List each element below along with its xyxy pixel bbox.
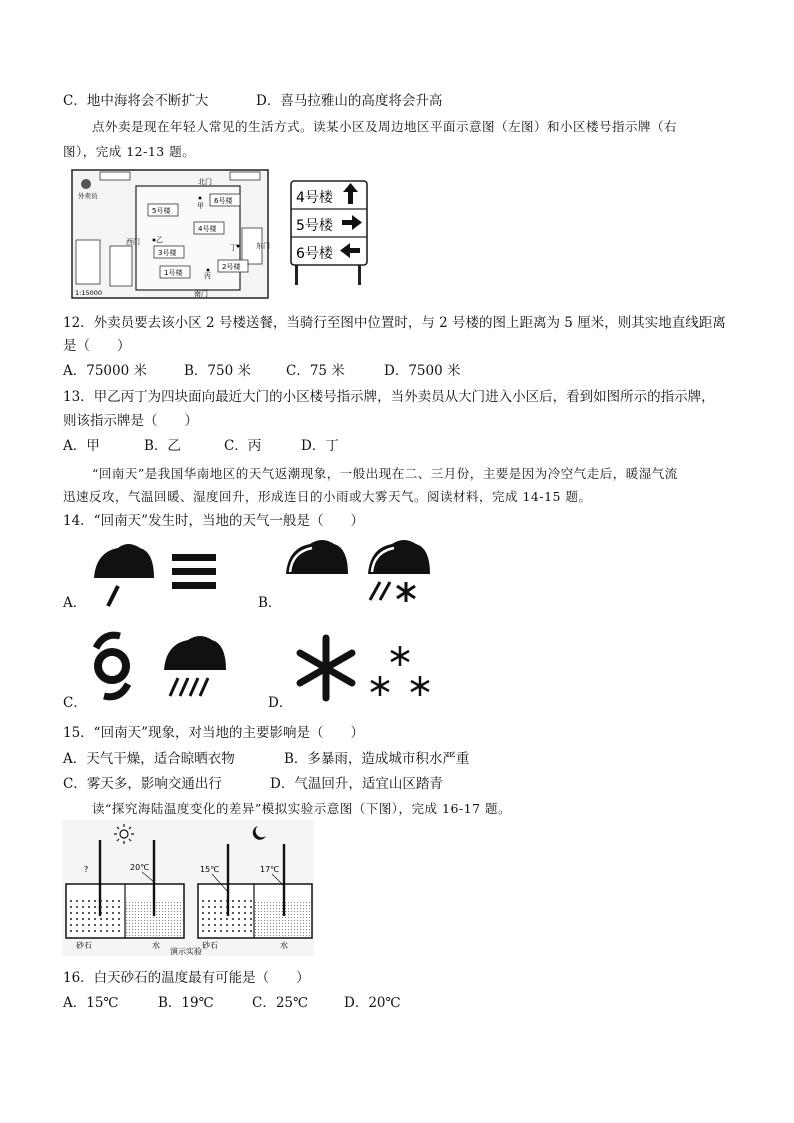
building-1-label: 1号楼 xyxy=(164,269,183,277)
q13-stem-line2: 则该指示牌是（ ） xyxy=(63,413,198,429)
marker-ding: 丁 xyxy=(230,244,237,252)
marker-bing: 丙 xyxy=(204,272,211,280)
sign-row-1-label: 4号楼 xyxy=(296,190,333,206)
q12-stem-line2: 是（ ） xyxy=(63,338,131,354)
sun-icon xyxy=(114,824,134,844)
q11-option-c: C．地中海将会不断扩大 xyxy=(63,93,209,109)
q16-option-a: A．15℃ xyxy=(63,995,119,1011)
q14-option-d-label: D． xyxy=(268,695,293,711)
land-sea-experiment-figure xyxy=(62,820,314,956)
building-2-label: 2号楼 xyxy=(222,263,241,271)
passage-12-13-line1: 点外卖是现在年轻人常见的生活方式。读某小区及周边地区平面示意图（左图）和小区楼号指示牌（右 xyxy=(92,119,678,134)
q12-option-a: A．75000 米 xyxy=(63,363,147,379)
weather-typhoon-rain-icon xyxy=(90,626,240,706)
day-water-temp: 20℃ xyxy=(130,863,150,872)
q16-option-d: D．20℃ xyxy=(344,995,401,1011)
community-map-figure xyxy=(70,168,270,300)
west-gate-label: 西门 xyxy=(126,238,140,246)
sign-row-2-label: 5号楼 xyxy=(296,218,333,234)
weather-cloud-sleet-icon xyxy=(282,536,438,608)
q12-option-c: C．75 米 xyxy=(286,363,345,379)
typhoon-symbol xyxy=(96,635,128,697)
map-scale: 1:15000 xyxy=(75,289,103,297)
day-sand-temp-unknown: ? xyxy=(84,865,89,874)
q11-option-d: D．喜马拉雅山的高度将会升高 xyxy=(256,93,443,109)
q15-option-c: C．雾天多，影响交通出行 xyxy=(63,776,222,792)
q13-option-c: C．丙 xyxy=(224,438,262,454)
building-4-label: 4号楼 xyxy=(198,225,217,233)
night-water-label: 水 xyxy=(280,941,288,950)
marker-yi: 乙 xyxy=(156,236,163,244)
courier-icon xyxy=(81,179,91,189)
signpost-leg-left xyxy=(295,265,298,285)
q13-option-b: B．乙 xyxy=(144,438,181,454)
q13-option-a: A．甲 xyxy=(63,438,100,454)
q13-stem-line1: 13．甲乙丙丁为四块面向最近大门的小区楼号指示牌，当外卖员从大门进入小区后，看到如图所示的指示牌， xyxy=(63,389,715,405)
courier-label: 外卖员 xyxy=(78,192,98,200)
q14-stem: 14．“回南天”发生时，当地的天气一般是（ ） xyxy=(63,513,364,529)
q14-option-c-label: C． xyxy=(63,695,87,711)
q15-option-a: A．天气干燥，适合晾晒衣物 xyxy=(63,751,235,767)
q15-option-d: D．气温回升，适宜山区踏青 xyxy=(270,776,443,792)
passage-14-15-line2: 迅速反攻，气温回暖、湿度回升，形成连日的小雨或大雾天气。阅读材料，完成 14-15 题。 xyxy=(63,489,592,504)
night-sand-temp: 15℃ xyxy=(200,865,220,874)
building-6-label: 6号楼 xyxy=(214,197,233,205)
q14-option-b-label: B． xyxy=(258,595,282,611)
passage-14-15-line1: “回南天”是我国华南地区的天气返潮现象，一般出现在二、三月份，主要是因为冷空气走后，暖湿气流 xyxy=(92,466,678,481)
sign-row-3-label: 6号楼 xyxy=(296,246,333,262)
south-gate-label: 南门 xyxy=(194,290,208,298)
east-gate-label: 东门 xyxy=(256,242,270,250)
passage-16-17-line1: 读“探究海陆温度变化的差异”模拟实验示意图（下图），完成 16-17 题。 xyxy=(92,801,512,816)
q16-option-c: C．25℃ xyxy=(252,995,309,1011)
day-water-label: 水 xyxy=(152,941,160,950)
weather-light-rain-fog-icon xyxy=(92,538,222,610)
building-signpost-figure xyxy=(288,178,370,288)
marker-jia: 甲 xyxy=(197,202,204,210)
passage-12-13-line2: 图），完成 12-13 题。 xyxy=(63,144,196,159)
q15-option-b: B．多暴雨，造成城市积水严重 xyxy=(284,751,470,767)
weather-snow-icon xyxy=(288,626,438,706)
night-water-temp: 17℃ xyxy=(260,865,280,874)
north-gate-label: 北门 xyxy=(198,178,212,186)
day-sand-label: 砂石 xyxy=(76,941,92,950)
q12-option-d: D．7500 米 xyxy=(384,363,461,379)
q15-stem: 15．“回南天”现象，对当地的主要影响是（ ） xyxy=(63,725,364,741)
building-3-label: 3号楼 xyxy=(158,249,177,257)
q12-stem-line1: 12．外卖员要去该小区 2 号楼送餐，当骑行至图中位置时，与 2 号楼的图上距离为 5 厘米，则其实地直线距离 xyxy=(63,315,726,331)
q14-option-a-label: A． xyxy=(63,595,87,611)
building-5-label: 5号楼 xyxy=(152,207,171,215)
night-sand-label: 砂石 xyxy=(202,941,218,950)
q13-option-d: D．丁 xyxy=(301,438,339,454)
q12-option-b: B．750 米 xyxy=(184,363,251,379)
q16-option-b: B．19℃ xyxy=(158,995,214,1011)
signpost-leg-right xyxy=(358,265,361,285)
experiment-caption: 演示实验 xyxy=(170,947,202,956)
q16-stem: 16．白天砂石的温度最有可能是（ ） xyxy=(63,970,310,986)
